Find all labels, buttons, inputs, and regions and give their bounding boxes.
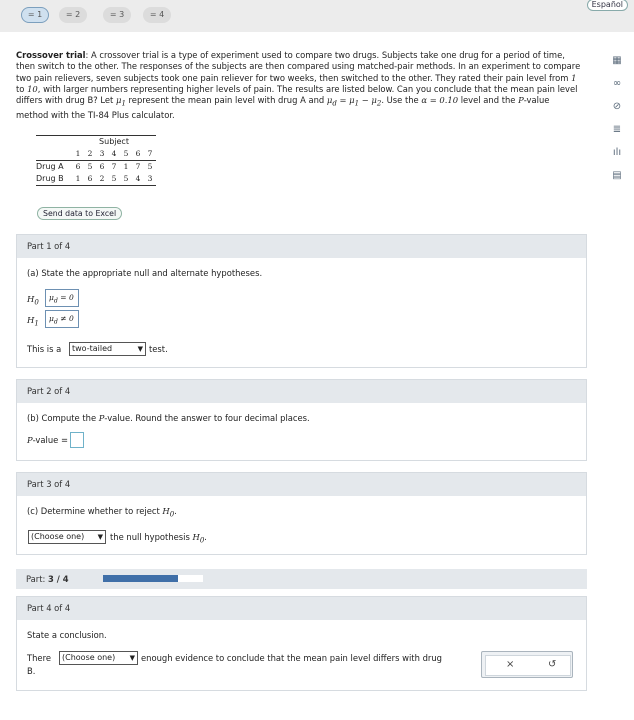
- h1-relation: ≠ 0: [57, 314, 74, 323]
- table-cell: 5: [123, 174, 129, 183]
- conclusion-select[interactable]: [59, 651, 138, 665]
- conclusion-suffix-line2: B.: [27, 666, 36, 676]
- data-table: [36, 135, 156, 186]
- h0-mu: μ: [49, 293, 54, 302]
- table-row: [36, 161, 156, 173]
- table-cell: 7: [135, 162, 141, 171]
- part-3-body: [17, 496, 586, 555]
- table-cell: 6: [87, 174, 93, 183]
- step-4-button[interactable]: = 4: [143, 7, 171, 23]
- h1-mu: μ: [49, 314, 54, 323]
- h1-letter: H: [27, 315, 35, 325]
- subject-cell: 6: [135, 149, 141, 158]
- problem-text-7: -value method with the TI-84 Plus calculator.: [16, 95, 550, 121]
- q2-suffix: -value. Round the answer to four decimal places.: [104, 413, 310, 423]
- chevron-down-icon: ▼: [129, 654, 135, 662]
- q2-p-symbol: P: [98, 413, 105, 423]
- problem-text-1: : A crossover trial is a type of experiment used to compare two drugs. Subjects take one drug for a period of time, then switch to the other. The responses of the subjects are then compared using matched-pair methods. In an experiment to compare two pain relievers, seven subjects took one pain reliever for two weeks, then switched to the other. They rated their pain level from: [16, 50, 581, 83]
- part-2-question: [27, 413, 310, 423]
- p-symbol: P: [518, 95, 524, 106]
- table-cell: 4: [135, 174, 141, 183]
- subject-cell: 7: [147, 149, 153, 158]
- eq-minus: − μ: [359, 95, 377, 106]
- table-row: [36, 173, 156, 185]
- eq-symbol: = μ: [336, 95, 355, 106]
- step-1-button[interactable]: = 1: [21, 7, 49, 23]
- alpha-value: α = 0.10: [421, 95, 459, 106]
- eq-subscript-2: 2: [376, 99, 382, 108]
- table-cell: 5: [147, 162, 153, 171]
- table-row: [36, 148, 156, 160]
- conclusion-value: (Choose one): [62, 653, 116, 662]
- subject-numbers: [72, 148, 156, 160]
- language-link[interactable]: Español: [587, 0, 628, 11]
- table-cell: 6: [99, 162, 105, 171]
- part-4-question: State a conclusion.: [27, 630, 107, 640]
- mu1-subscript: 1: [121, 99, 126, 108]
- pvalue-label: [27, 435, 68, 445]
- chevron-down-icon: ▼: [97, 533, 103, 541]
- eq-subscript-1: 1: [354, 99, 360, 108]
- table-cell: 1: [75, 174, 81, 183]
- part-2-panel: [16, 379, 587, 461]
- part-3-question: [27, 506, 177, 519]
- part-3-panel: [16, 472, 587, 555]
- table-cell: 6: [75, 162, 81, 171]
- chevron-down-icon: ▼: [137, 345, 143, 353]
- pvalue-p-symbol: P: [27, 435, 33, 445]
- pvalue-input[interactable]: [70, 432, 84, 448]
- part-3-header: Part 3 of 4: [17, 473, 586, 496]
- problem-text-5: . Use the: [381, 95, 422, 106]
- h1-subscript: 1: [34, 319, 39, 328]
- bar-chart-icon[interactable]: ılı: [612, 147, 622, 158]
- mu1-symbol: μ: [115, 95, 122, 106]
- table-cell: 5: [111, 174, 117, 183]
- subject-cell: 3: [99, 149, 105, 158]
- part-1-header: Part 1 of 4: [17, 235, 586, 258]
- table-row-label: Drug B: [36, 174, 64, 183]
- conclusion-suffix: enough evidence to conclude that the mean pain level differs with drug: [141, 653, 442, 663]
- compass-icon[interactable]: ⊘: [612, 101, 622, 112]
- reject-decision-suffix: [110, 532, 207, 545]
- conclusion-prefix: There: [27, 653, 51, 663]
- table-cell: 2: [99, 174, 105, 183]
- q2-prefix: (b) Compute the: [27, 413, 99, 423]
- h0-label: [27, 294, 39, 307]
- problem-statement: [16, 50, 584, 121]
- drug-b-values: [72, 173, 156, 185]
- test-type-suffix: test.: [149, 344, 168, 354]
- notes-icon[interactable]: ▤: [612, 170, 622, 181]
- h0-relation: = 0: [57, 293, 74, 302]
- range-high: 10: [27, 83, 38, 94]
- table-row-label: Drug A: [36, 162, 64, 171]
- answer-actions-inner: [485, 655, 571, 676]
- mud-subscript: d: [332, 99, 337, 108]
- part-2-header: Part 2 of 4: [17, 380, 586, 403]
- range-low: 1: [571, 72, 577, 83]
- q3-suffix-period: .: [204, 532, 207, 542]
- subject-cell: 1: [75, 149, 81, 158]
- reject-decision-value: (Choose one): [31, 532, 85, 541]
- table-header: Subject: [99, 137, 129, 146]
- part-1-question: (a) State the appropriate null and alternate hypotheses.: [27, 268, 263, 278]
- table-cell: 1: [123, 162, 129, 171]
- subject-cell: 5: [123, 149, 129, 158]
- test-type-prefix: This is a: [27, 344, 62, 354]
- q3-period: .: [174, 506, 177, 516]
- progress-label: Part:: [26, 574, 49, 584]
- table-row-label: [36, 148, 72, 160]
- link-icon[interactable]: ∞: [612, 78, 622, 89]
- part-1-panel: [16, 234, 587, 368]
- part-1-body: [17, 258, 586, 368]
- clear-icon[interactable]: ×: [506, 659, 515, 670]
- h0-subscript: 0: [34, 298, 39, 307]
- progress-strip: [16, 569, 587, 589]
- h0-letter: H: [27, 294, 35, 304]
- h1-mu-subscript: d: [53, 318, 58, 326]
- undo-icon[interactable]: ↺: [548, 659, 557, 670]
- test-type-select[interactable]: [69, 342, 146, 356]
- h1-label: [27, 315, 39, 328]
- progress-value: 3 / 4: [48, 574, 69, 584]
- q3-text: (c) Determine whether to reject: [27, 506, 163, 516]
- part-2-body: [17, 403, 586, 461]
- h0-mu-subscript: d: [53, 297, 58, 305]
- progress-bar: [103, 575, 203, 582]
- q3-suffix-text: the null hypothesis: [110, 532, 193, 542]
- problem-text-3: , with larger numbers representing higher levels of pain. The results are listed below. Can you conclude that the mean pain level differs with drug B? Let: [16, 83, 578, 106]
- send-to-excel-button[interactable]: Send data to Excel: [37, 207, 122, 220]
- subject-cell: 2: [87, 149, 93, 158]
- problem-title: Crossover trial: [16, 50, 86, 60]
- mud-symbol: μ: [326, 95, 333, 106]
- h1-input[interactable]: [45, 310, 79, 328]
- table-cell: 5: [87, 162, 93, 171]
- top-navigation-bar: [0, 0, 634, 32]
- q3-suffix-h: H: [192, 532, 200, 542]
- table-cell: 7: [111, 162, 117, 171]
- side-toolbar: [609, 55, 625, 193]
- subject-cell: 4: [111, 149, 117, 158]
- table-bottom-rule: [36, 185, 156, 186]
- progress-bar-fill: [103, 575, 178, 582]
- answer-actions: [481, 651, 573, 678]
- drug-a-values: [72, 161, 156, 173]
- checklist-icon[interactable]: ≣: [612, 124, 622, 135]
- step-2-button[interactable]: = 2: [59, 7, 87, 23]
- calculator-icon[interactable]: ▦: [612, 55, 622, 66]
- part-4-header: Part 4 of 4: [17, 597, 586, 620]
- q3-h-letter: H: [162, 506, 170, 516]
- reject-decision-select[interactable]: [28, 530, 106, 544]
- problem-text-6: level and the: [458, 95, 519, 106]
- test-type-value: two-tailed: [72, 344, 113, 353]
- q3-h-subscript: 0: [169, 510, 175, 519]
- step-3-button[interactable]: = 3: [103, 7, 131, 23]
- table-cell: 3: [147, 174, 153, 183]
- h0-input[interactable]: [45, 289, 79, 307]
- problem-text-4: represent the mean pain level with drug A and: [125, 95, 327, 106]
- q3-suffix-h-subscript: 0: [199, 536, 205, 545]
- problem-text-2: to: [16, 83, 28, 94]
- pvalue-label-text: -value =: [32, 435, 68, 445]
